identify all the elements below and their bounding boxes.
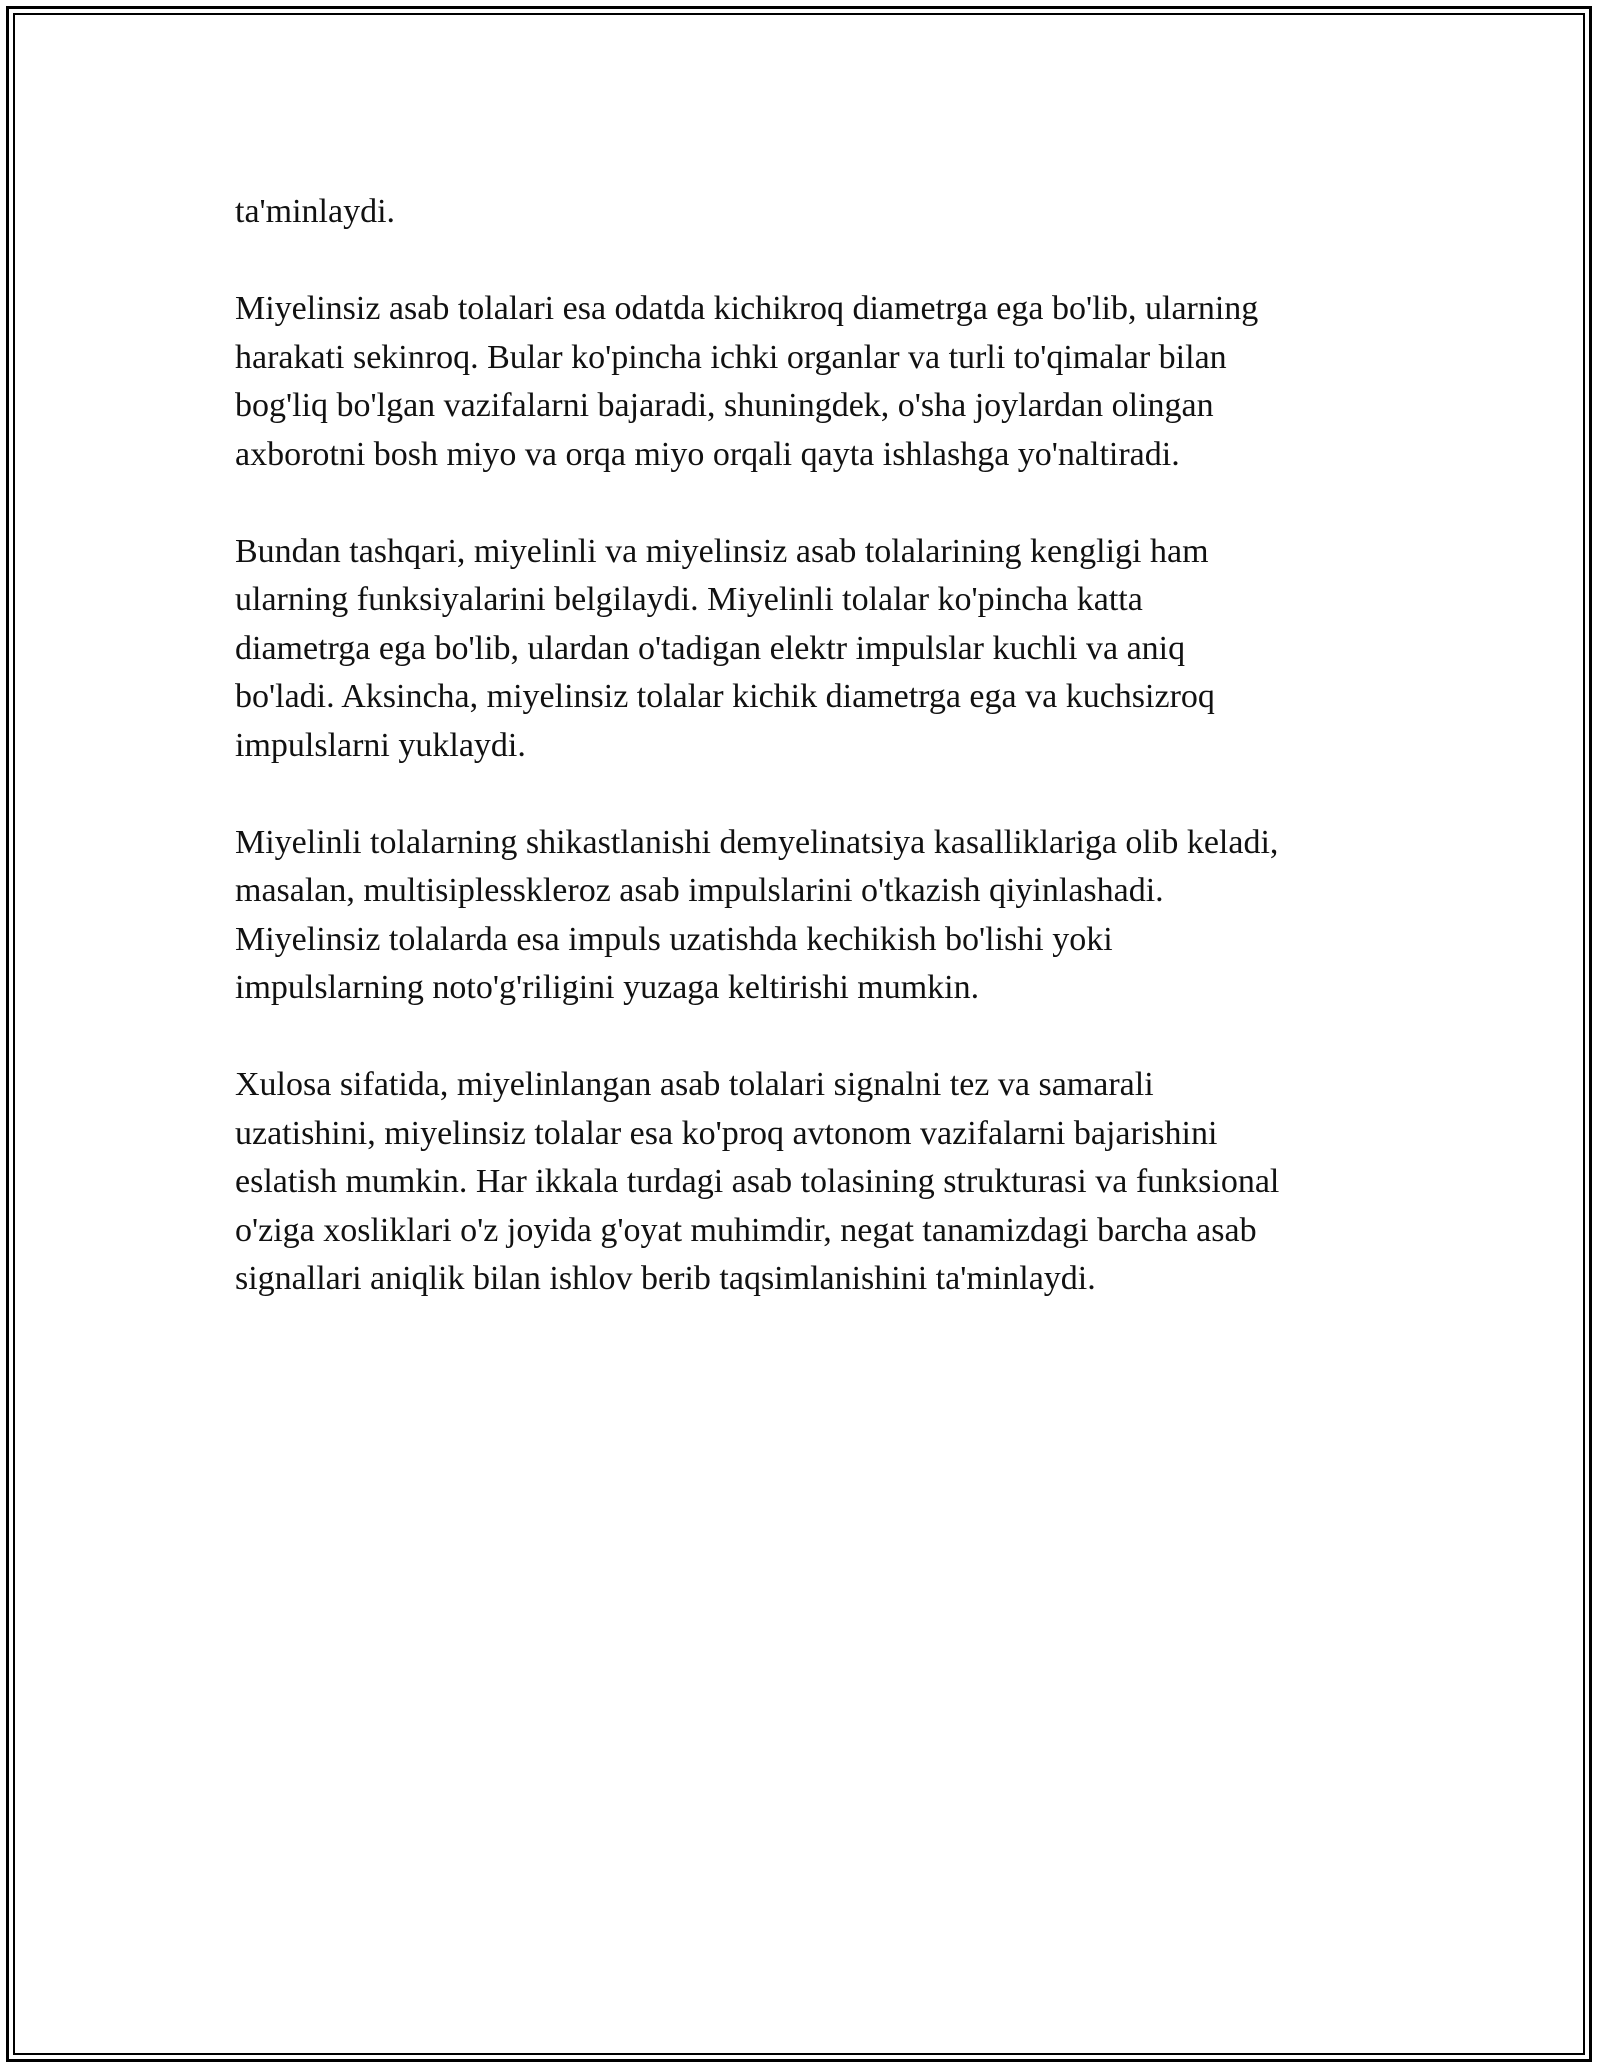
paragraph-continuation: ta'minlaydi. bbox=[235, 193, 396, 230]
paragraph-damage: Miyelinli tolalarning shikastlanishi demyelinatsiya kasalliklariga olib keladi, masalan, multisiplesskleroz asab impulslarini o'tkazish qiyinlashadi. Miyelinsiz tolalarda esa impuls uzatishda kechikish bo'lishi yoki impulslarning noto'g'riligini yuzaga keltirishi mumkin. bbox=[235, 823, 1279, 1006]
document-body bbox=[235, 188, 1385, 1352]
paragraph-unmyelinated-fibers: Miyelinsiz asab tolalari esa odatda kichikroq diametrga ega bo'lib, ularning harakati sekinroq. Bular ko'pincha ichki organlar va turli to'qimalar bilan bog'liq bo'lgan vazifalarni bajaradi, shuningdek, o'sha joylardan olingan axborotni bosh miyo va orqa miyo orqali qayta ishlashga yo'naltiradi. bbox=[235, 290, 1259, 473]
paragraph-conclusion: Xulosa sifatida, miyelinlangan asab tolalari signalni tez va samarali uzatishini, miyelinsiz tolalar esa ko'proq avtonom vazifalarni bajarishini eslatish mumkin. Har ikkala turdagi asab tolasining strukturasi va funksional o'ziga xosliklari o'z joyida g'oyat muhimdir, negat tanamizdagi barcha asab signallari aniqlik bilan ishlov berib taqsimlanishini ta'minlaydi. bbox=[235, 1066, 1280, 1297]
paragraph-fiber-width: Bundan tashqari, miyelinli va miyelinsiz asab tolalarining kengligi ham ularning funksiyalarini belgilaydi. Miyelinli tolalar ko'pincha katta diametrga ega bo'lib, ulardan o'tadigan elektr impulslar kuchli va aniq bo'ladi. Aksincha, miyelinsiz tolalar kichik diametrga ega va kuchsizroq impulslarni yuklaydi. bbox=[235, 532, 1215, 764]
